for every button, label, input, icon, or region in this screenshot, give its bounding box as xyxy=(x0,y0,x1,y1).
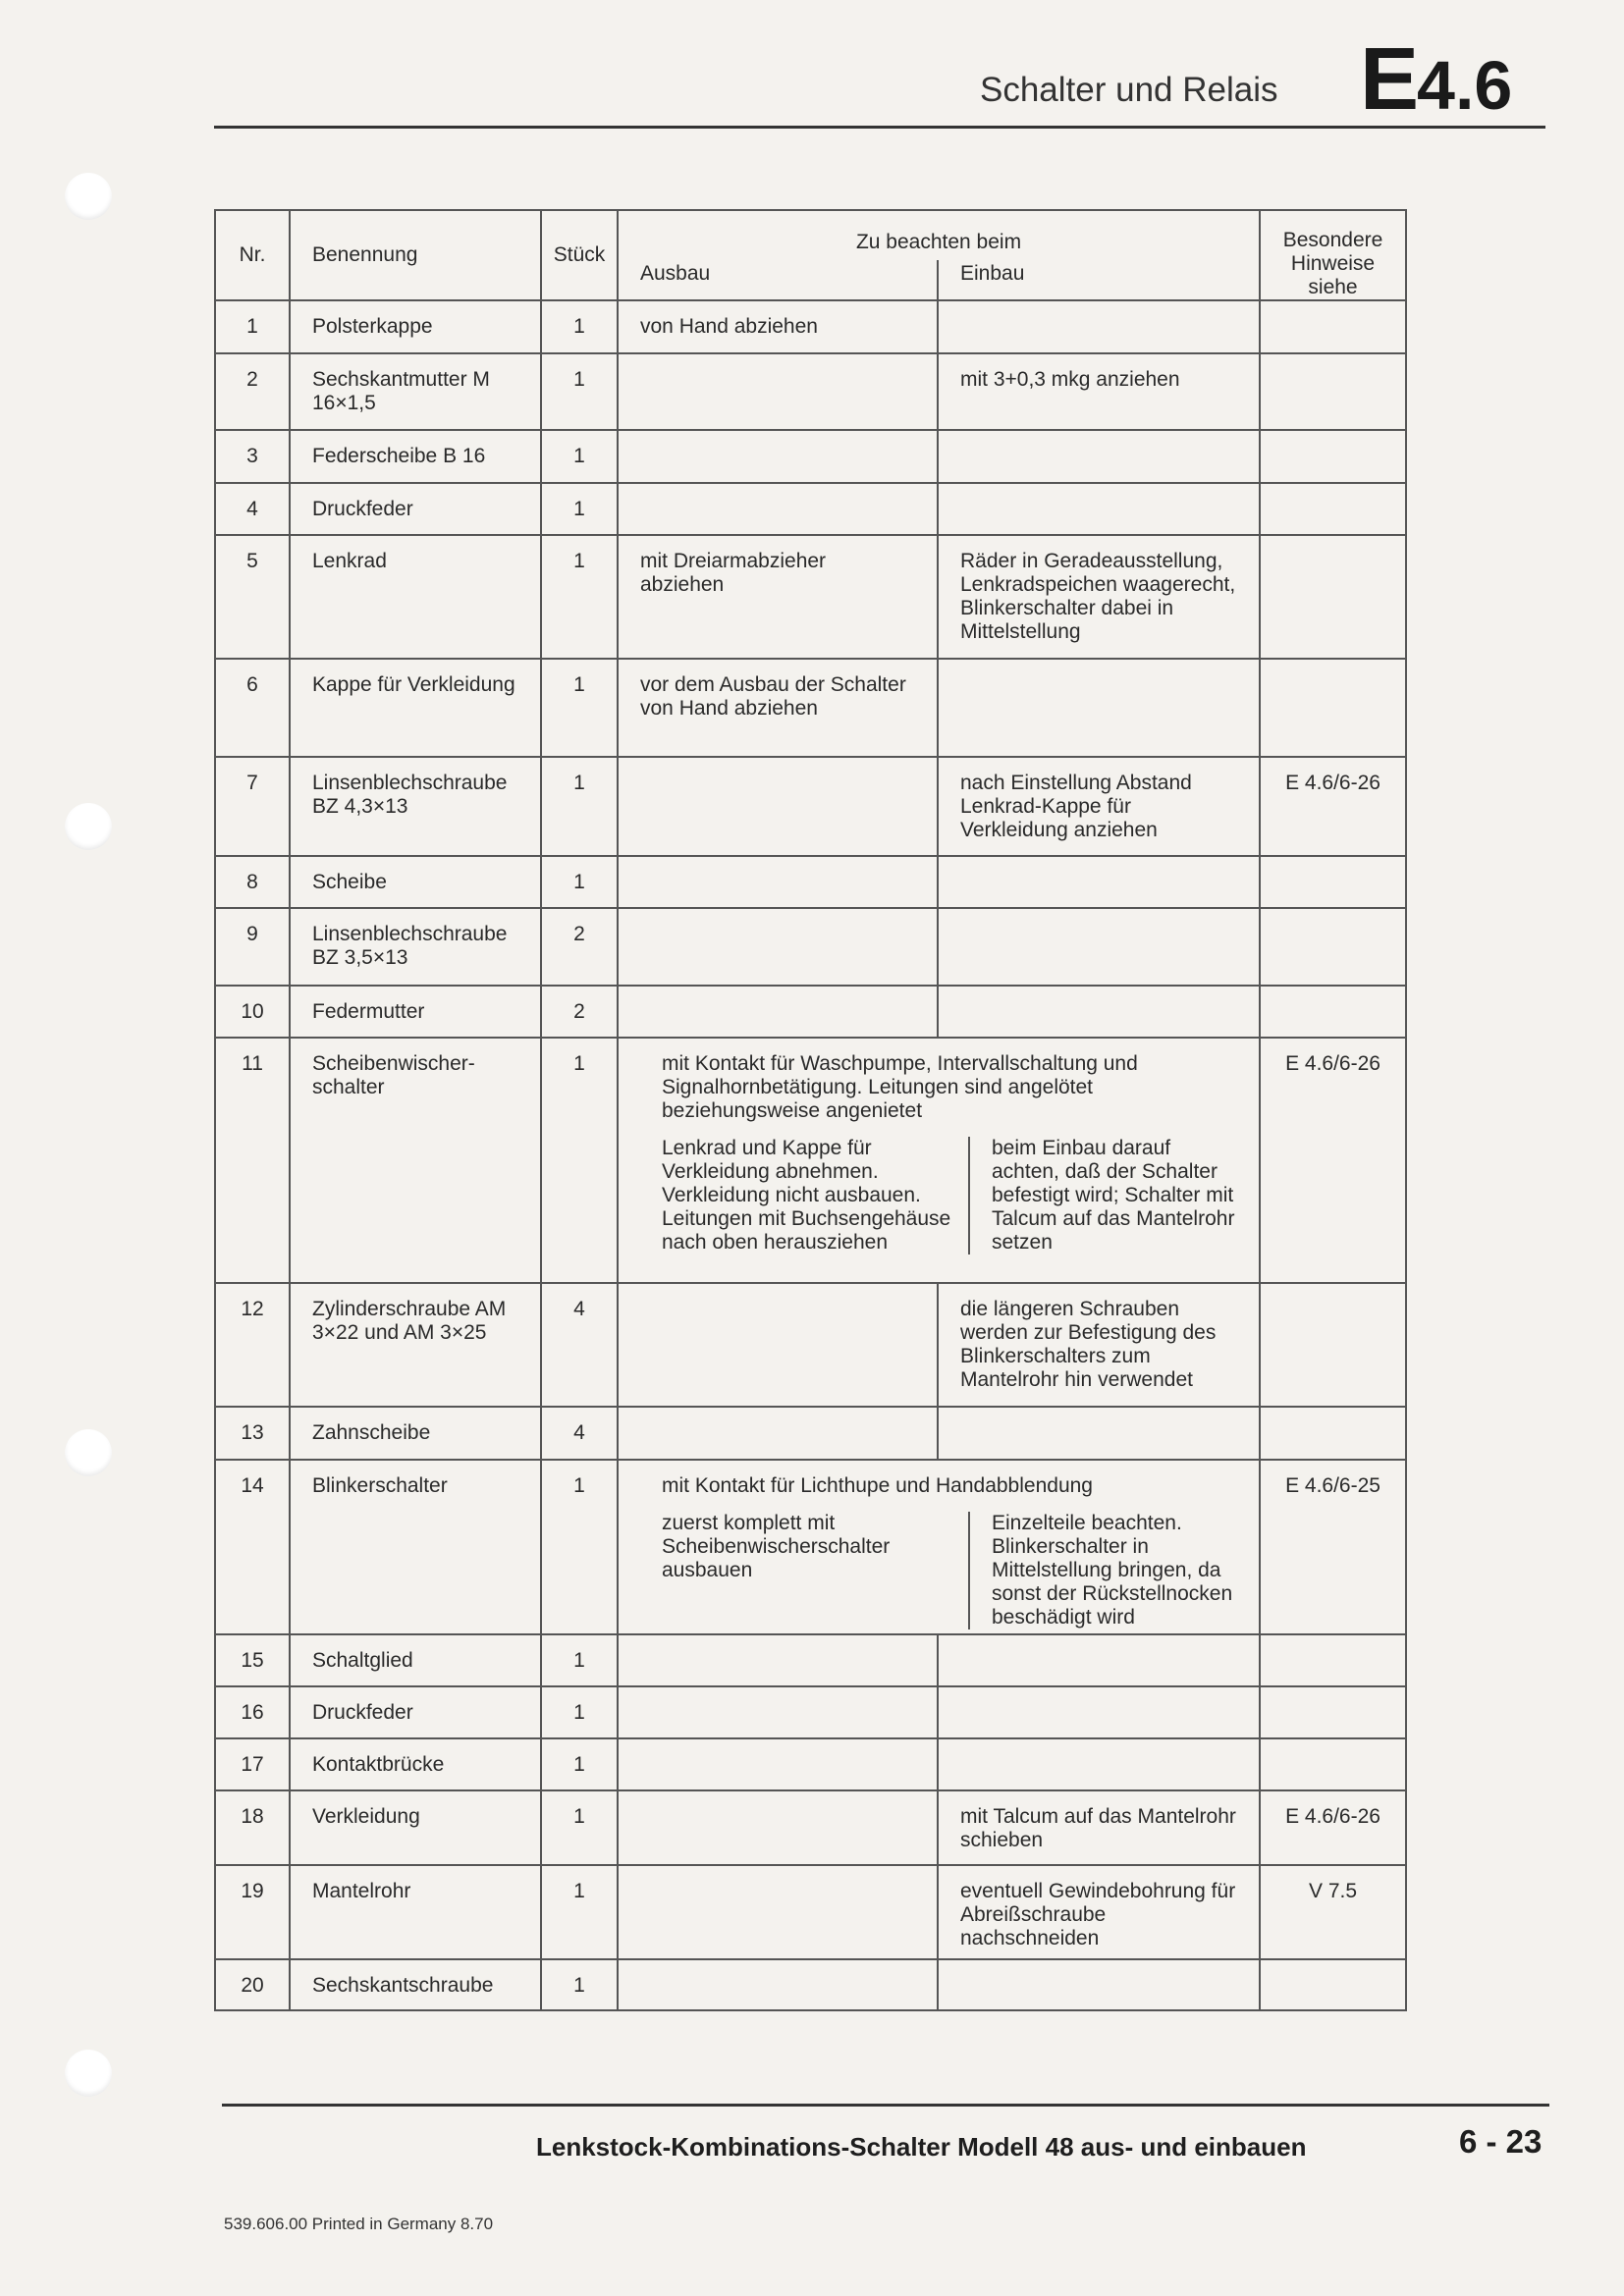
cell-removal xyxy=(618,1283,938,1407)
cell-name: Schaltglied xyxy=(290,1634,541,1686)
cell-name: Zylinderschraube AM 3×22 und AM 3×25 xyxy=(290,1283,541,1407)
cell-qty: 2 xyxy=(541,986,618,1038)
cell-installation xyxy=(938,1407,1260,1460)
cell-span-note: mit Kontakt für Lichthupe und Handabblendung xyxy=(662,1474,1093,1497)
cell-name: Blinkerschalter xyxy=(290,1460,541,1634)
cell-removal xyxy=(618,1738,938,1790)
punch-hole-4 xyxy=(65,2050,112,2097)
cell-installation xyxy=(938,659,1260,757)
cell-merged-removal-installation xyxy=(618,1460,1260,1634)
cell-removal xyxy=(618,1865,938,1959)
parts-table xyxy=(214,209,1407,2011)
cell-installation: beim Einbau darauf achten, daß der Schalter befestigt wird; Schalter mit Talcum auf das Mantelrohr setzen xyxy=(968,1137,1237,1255)
cell-nr: 6 xyxy=(215,659,290,757)
punch-hole-3 xyxy=(65,1429,112,1476)
cell-installation xyxy=(938,1738,1260,1790)
cell-qty: 1 xyxy=(541,1686,618,1738)
cell-qty: 1 xyxy=(541,1790,618,1865)
cell-nr: 2 xyxy=(215,353,290,430)
table-row xyxy=(215,1407,1406,1460)
cell-nr: 1 xyxy=(215,300,290,353)
cell-name: Kontaktbrücke xyxy=(290,1738,541,1790)
cell-nr: 4 xyxy=(215,483,290,535)
cell-qty: 1 xyxy=(541,1738,618,1790)
table-row xyxy=(215,300,1406,353)
cell-notes: E 4.6/6-26 xyxy=(1260,1790,1406,1865)
cell-notes: E 4.6/6-26 xyxy=(1260,757,1406,856)
table-row xyxy=(215,1460,1406,1634)
footer-title: Lenkstock-Kombinations-Schalter Modell 48 aus- und einbauen xyxy=(536,2132,1307,2162)
table-row xyxy=(215,1686,1406,1738)
cell-removal xyxy=(618,1407,938,1460)
table-row xyxy=(215,757,1406,856)
cell-name: Federscheibe B 16 xyxy=(290,430,541,483)
cell-removal xyxy=(618,908,938,986)
cell-name: Sechskantmutter M 16×1,5 xyxy=(290,353,541,430)
punch-hole-2 xyxy=(65,803,112,850)
table-row xyxy=(215,430,1406,483)
punch-hole-1 xyxy=(65,173,112,220)
cell-notes xyxy=(1260,430,1406,483)
cell-notes xyxy=(1260,856,1406,908)
cell-notes: V 7.5 xyxy=(1260,1865,1406,1959)
cell-qty: 1 xyxy=(541,659,618,757)
table-row xyxy=(215,1738,1406,1790)
header-rule xyxy=(214,126,1545,129)
cell-notes: E 4.6/6-26 xyxy=(1260,1038,1406,1283)
cell-installation xyxy=(938,1634,1260,1686)
cell-notes xyxy=(1260,1959,1406,2010)
cell-nr: 18 xyxy=(215,1790,290,1865)
header-qty: Stück xyxy=(541,210,618,300)
cell-qty: 4 xyxy=(541,1283,618,1407)
cell-qty: 1 xyxy=(541,757,618,856)
header-removal: Ausbau xyxy=(618,260,938,300)
sub-grid xyxy=(640,1137,1237,1255)
cell-nr: 5 xyxy=(215,535,290,659)
header-nr: Nr. xyxy=(215,210,290,300)
table-row xyxy=(215,1790,1406,1865)
cell-nr: 8 xyxy=(215,856,290,908)
cell-removal xyxy=(618,986,938,1038)
section-number: 4.6 xyxy=(1417,47,1513,124)
table-row xyxy=(215,483,1406,535)
table-row xyxy=(215,1038,1406,1283)
cell-qty: 2 xyxy=(541,908,618,986)
header-installation: Einbau xyxy=(938,260,1260,300)
cell-notes xyxy=(1260,1283,1406,1407)
cell-removal xyxy=(618,1634,938,1686)
cell-qty: 1 xyxy=(541,535,618,659)
footer-rule xyxy=(222,2104,1549,2107)
cell-installation: nach Einstellung Abstand Lenkrad-Kappe für Verkleidung anziehen xyxy=(938,757,1260,856)
cell-removal xyxy=(618,483,938,535)
cell-removal xyxy=(618,856,938,908)
table-row xyxy=(215,1865,1406,1959)
cell-merged-removal-installation xyxy=(618,1038,1260,1283)
cell-name: Linsenblechschraube BZ 3,5×13 xyxy=(290,908,541,986)
cell-installation: mit Talcum auf das Mantelrohr schieben xyxy=(938,1790,1260,1865)
cell-nr: 20 xyxy=(215,1959,290,2010)
cell-name: Sechskantschraube xyxy=(290,1959,541,2010)
cell-notes xyxy=(1260,300,1406,353)
cell-notes xyxy=(1260,1634,1406,1686)
section-code xyxy=(1360,29,1512,131)
cell-installation xyxy=(938,300,1260,353)
table-row xyxy=(215,856,1406,908)
cell-name: Lenkrad xyxy=(290,535,541,659)
cell-qty: 4 xyxy=(541,1407,618,1460)
print-info: 539.606.00 Printed in Germany 8.70 xyxy=(224,2215,494,2233)
cell-qty: 1 xyxy=(541,483,618,535)
cell-notes xyxy=(1260,535,1406,659)
section-letter: E xyxy=(1360,30,1418,129)
cell-notes xyxy=(1260,483,1406,535)
section-title: Schalter und Relais xyxy=(980,71,1278,109)
cell-removal xyxy=(618,1790,938,1865)
cell-qty: 1 xyxy=(541,1865,618,1959)
cell-name: Mantelrohr xyxy=(290,1865,541,1959)
cell-installation xyxy=(938,908,1260,986)
cell-span-note: mit Kontakt für Waschpumpe, Intervallschaltung und Signalhornbetätigung. Leitungen sind angelötet beziehungsweise angenietet xyxy=(662,1052,1138,1122)
cell-installation xyxy=(938,483,1260,535)
cell-removal xyxy=(618,353,938,430)
cell-removal: vor dem Ausbau der Schalter von Hand abziehen xyxy=(618,659,938,757)
table-header-row xyxy=(215,210,1406,260)
cell-nr: 11 xyxy=(215,1038,290,1283)
cell-name: Polsterkappe xyxy=(290,300,541,353)
cell-name: Druckfeder xyxy=(290,483,541,535)
cell-qty: 1 xyxy=(541,856,618,908)
cell-installation xyxy=(938,1959,1260,2010)
table-row xyxy=(215,986,1406,1038)
cell-nr: 7 xyxy=(215,757,290,856)
cell-notes xyxy=(1260,1686,1406,1738)
header-name: Benennung xyxy=(290,210,541,300)
page-number: 6 - 23 xyxy=(1459,2123,1543,2160)
cell-removal: von Hand abziehen xyxy=(618,300,938,353)
cell-name: Scheibenwischer-schalter xyxy=(290,1038,541,1283)
header-notes: Besondere Hinweise siehe xyxy=(1260,210,1406,300)
cell-nr: 17 xyxy=(215,1738,290,1790)
cell-nr: 14 xyxy=(215,1460,290,1634)
cell-installation xyxy=(938,986,1260,1038)
cell-removal xyxy=(618,1959,938,2010)
cell-qty: 1 xyxy=(541,1634,618,1686)
cell-installation xyxy=(938,856,1260,908)
cell-notes xyxy=(1260,353,1406,430)
cell-name: Linsenblechschraube BZ 4,3×13 xyxy=(290,757,541,856)
cell-notes xyxy=(1260,908,1406,986)
cell-removal: mit Dreiarmabzieher abziehen xyxy=(618,535,938,659)
cell-name: Scheibe xyxy=(290,856,541,908)
cell-removal xyxy=(618,430,938,483)
table-row xyxy=(215,1634,1406,1686)
cell-qty: 1 xyxy=(541,1460,618,1634)
cell-removal xyxy=(618,1686,938,1738)
header-observe: Zu beachten beim xyxy=(618,210,1260,260)
cell-qty: 1 xyxy=(541,353,618,430)
cell-nr: 10 xyxy=(215,986,290,1038)
table-row xyxy=(215,353,1406,430)
cell-nr: 15 xyxy=(215,1634,290,1686)
cell-installation: mit 3+0,3 mkg anziehen xyxy=(938,353,1260,430)
cell-installation xyxy=(938,1686,1260,1738)
cell-name: Federmutter xyxy=(290,986,541,1038)
cell-name: Druckfeder xyxy=(290,1686,541,1738)
table-row xyxy=(215,1283,1406,1407)
cell-installation: Räder in Geradeausstellung, Lenkradspeichen waagerecht, Blinkerschalter dabei in Mittelstellung xyxy=(938,535,1260,659)
table-row xyxy=(215,659,1406,757)
cell-removal: Lenkrad und Kappe für Verkleidung abnehmen. Verkleidung nicht ausbauen. Leitungen mit Buchsengehäuse nach oben herausziehen xyxy=(662,1137,951,1254)
table-row xyxy=(215,1959,1406,2010)
cell-notes xyxy=(1260,659,1406,757)
cell-qty: 1 xyxy=(541,1038,618,1283)
table-row xyxy=(215,535,1406,659)
cell-nr: 3 xyxy=(215,430,290,483)
cell-nr: 19 xyxy=(215,1865,290,1959)
cell-qty: 1 xyxy=(541,1959,618,2010)
cell-notes xyxy=(1260,1738,1406,1790)
cell-nr: 16 xyxy=(215,1686,290,1738)
cell-qty: 1 xyxy=(541,430,618,483)
cell-notes xyxy=(1260,1407,1406,1460)
cell-installation: die längeren Schrauben werden zur Befestigung des Blinkerschalters zum Mantelrohr hin verwendet xyxy=(938,1283,1260,1407)
cell-installation xyxy=(938,430,1260,483)
cell-name: Verkleidung xyxy=(290,1790,541,1865)
cell-nr: 12 xyxy=(215,1283,290,1407)
table-row xyxy=(215,908,1406,986)
cell-installation: eventuell Gewindebohrung für Abreißschraube nachschneiden xyxy=(938,1865,1260,1959)
cell-name: Kappe für Verkleidung xyxy=(290,659,541,757)
sub-grid xyxy=(640,1512,1237,1629)
cell-installation: Einzelteile beachten. Blinkerschalter in Mittelstellung bringen, da sonst der Rückstellnocken beschädigt wird xyxy=(968,1512,1237,1629)
cell-removal: zuerst komplett mit Scheibenwischerschalter ausbauen xyxy=(662,1512,891,1581)
cell-name: Zahnscheibe xyxy=(290,1407,541,1460)
cell-removal xyxy=(618,757,938,856)
cell-nr: 13 xyxy=(215,1407,290,1460)
cell-nr: 9 xyxy=(215,908,290,986)
cell-qty: 1 xyxy=(541,300,618,353)
cell-notes: E 4.6/6-25 xyxy=(1260,1460,1406,1634)
cell-notes xyxy=(1260,986,1406,1038)
